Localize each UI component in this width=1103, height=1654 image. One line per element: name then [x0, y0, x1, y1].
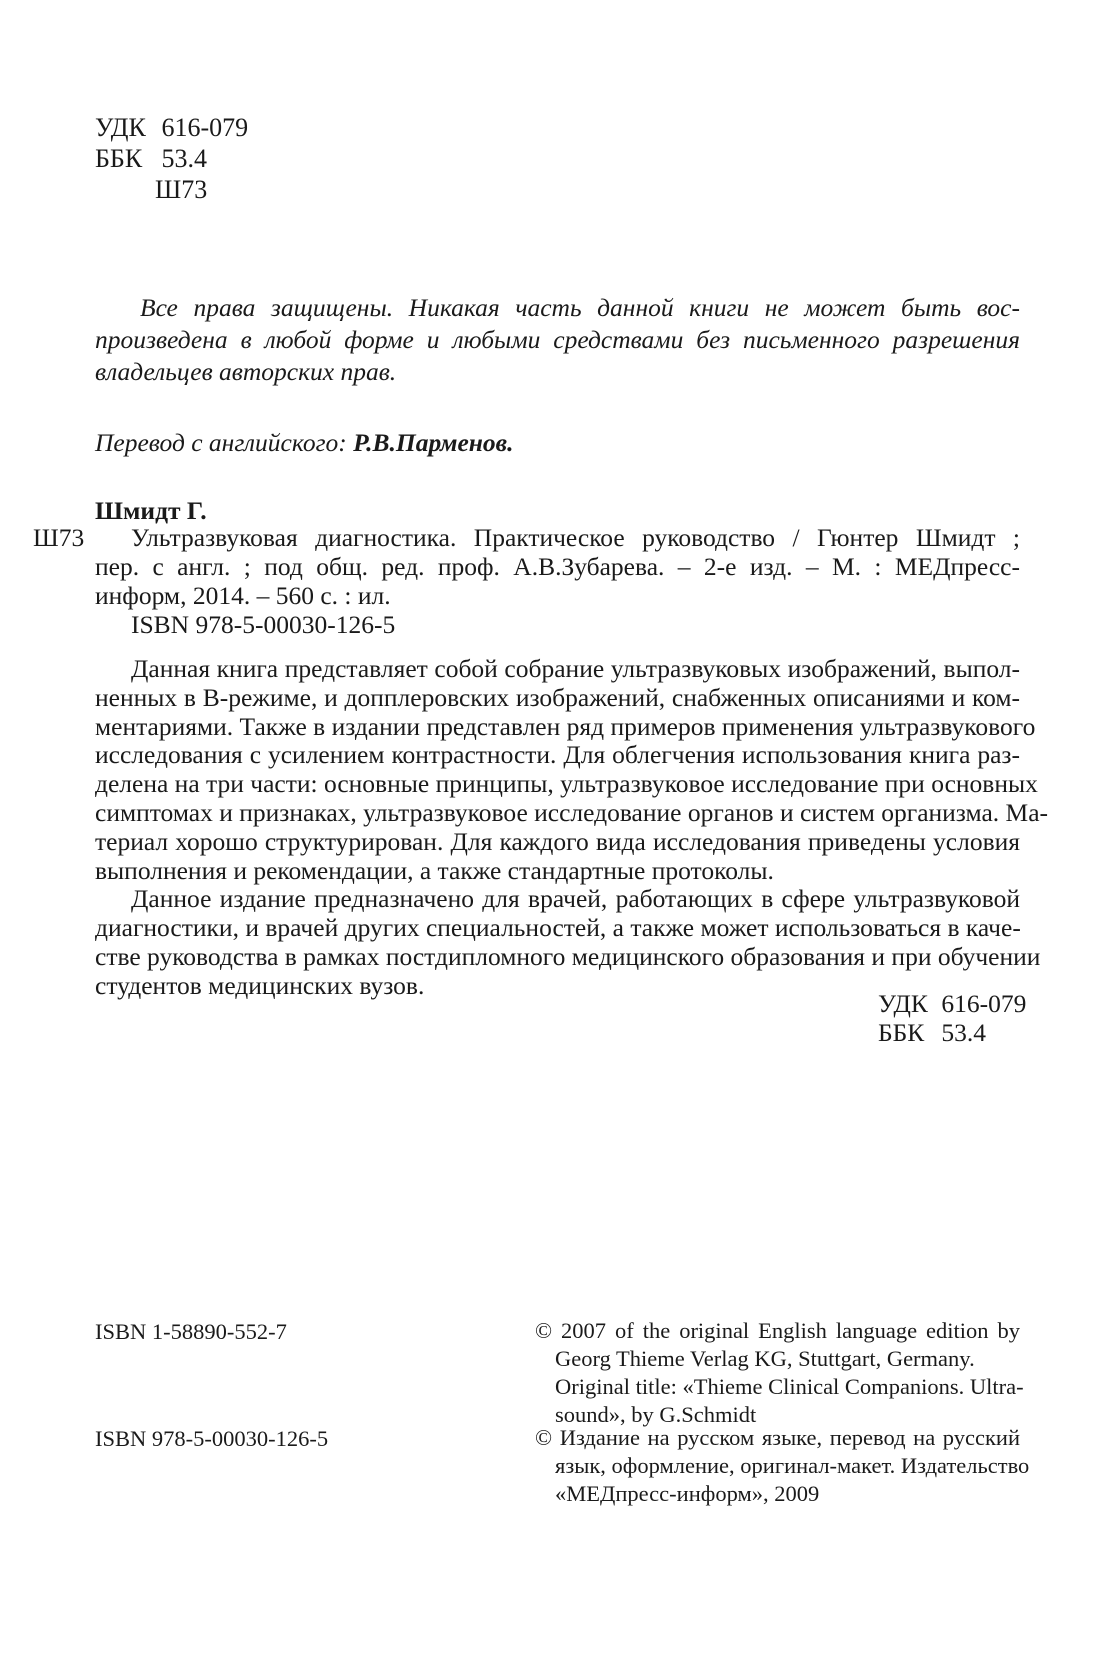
copyright-line: © Издание на русском языке, перевод на русский — [535, 1425, 1020, 1450]
annotation-line: студентов медицинских вузов. — [95, 970, 425, 1000]
author-heading: Шмидт Г. — [95, 496, 207, 525]
bib-line: Ультразвуковая диагностика. Практическое руководство / Гюнтер Шмидт ; — [131, 523, 1020, 552]
copyright-original — [535, 1317, 1024, 1429]
copyright-line: Original title: «Thieme Clinical Companions. Ultra- — [555, 1374, 1024, 1399]
rights-notice — [95, 292, 1020, 388]
bbk-label: ББК — [95, 144, 143, 173]
udk-label: УДК — [95, 113, 146, 142]
bibliographic-description — [95, 523, 1020, 639]
bib-line: информ, 2014. – 560 с. : ил. — [95, 581, 391, 610]
cutter-line — [95, 174, 248, 205]
cutter-margin-code: Ш73 — [33, 523, 85, 552]
copyright-line: «МЕДпресс-информ», 2009 — [555, 1481, 820, 1506]
cutter-code: Ш73 — [155, 175, 208, 204]
rights-line: произведена в любой форме и любыми средствами без письменного разрешения — [95, 325, 1020, 354]
translator-name: Р.В.Парменов. — [353, 428, 514, 457]
bib-isbn: ISBN 978-5-00030-126-5 — [131, 610, 396, 639]
bbk-value: 53.4 — [161, 144, 207, 173]
udk-value: 616-079 — [941, 989, 1027, 1018]
annotation-line: исследования с усилением контрастности. Для облегчения использования книга раз- — [95, 740, 1020, 770]
copyright-russian — [535, 1424, 1030, 1508]
annotation-line: стве руководства в рамках постдипломного медицинского образования и при обучении — [95, 941, 1041, 971]
udk-line — [878, 989, 1026, 1018]
copyright-line: sound», by G.Schmidt — [555, 1402, 757, 1427]
annotation-line: симптомах и признаках, ультразвуковое исследование органов и систем организма. Ма- — [95, 797, 1049, 827]
bbk-label: ББК — [878, 1018, 925, 1047]
bbk-line — [878, 1018, 1026, 1047]
copyright-line: Georg Thieme Verlag KG, Stuttgart, Germany. — [555, 1346, 975, 1371]
copyright-line: язык, оформление, оригинал-макет. Издательство — [555, 1453, 1030, 1478]
annotation-line: делена на три части: основные принципы, ультразвуковое исследование при основных — [95, 769, 1038, 799]
annotation-line: Данная книга представляет собой собрание ультразвуковых изображений, выпол- — [131, 654, 1020, 683]
isbn-russian: ISBN 978-5-00030-126-5 — [95, 1426, 329, 1451]
bbk-line — [95, 143, 248, 174]
rights-line: Все права защищены. Никакая часть данной книги не может быть вос- — [140, 293, 1020, 322]
isbn-original: ISBN 1-58890-552-7 — [95, 1319, 287, 1344]
copyright-line: © 2007 of the original English language edition by — [535, 1318, 1020, 1343]
udk-line — [95, 112, 248, 143]
udk-label: УДК — [878, 989, 928, 1018]
classification-top — [95, 112, 248, 205]
annotation-line: выполнения и рекомендации, а также стандартные протоколы. — [95, 855, 774, 885]
annotation-line: териал хорошо структурирован. Для каждого вида исследования приведены условия — [95, 826, 1020, 856]
udk-value: 616-079 — [161, 113, 249, 142]
annotation-line: ненных в В-режиме, и допплеровских изображений, снабженных описаниями и ком- — [95, 682, 1020, 712]
rights-line: владельцев авторских прав. — [95, 357, 397, 386]
annotation-line: Данное издание предназначено для врачей, работающих в сфере ультразвуковой — [131, 884, 1020, 914]
bbk-value: 53.4 — [941, 1018, 986, 1047]
translator-credit — [95, 428, 513, 458]
classification-bottom — [878, 989, 1026, 1047]
annotation-line: диагностики, и врачей других специальностей, а также может использоваться в каче- — [95, 913, 1021, 943]
annotation — [95, 654, 1049, 1001]
annotation-line: ментариями. Также в издании представлен ряд примеров применения ультразвукового — [95, 711, 1036, 741]
bib-line: пер. с англ. ; под общ. ред. проф. А.В.Зубарева. – 2-е изд. – М. : МЕДпресс- — [95, 552, 1020, 581]
translator-label: Перевод с английского: — [95, 428, 347, 457]
